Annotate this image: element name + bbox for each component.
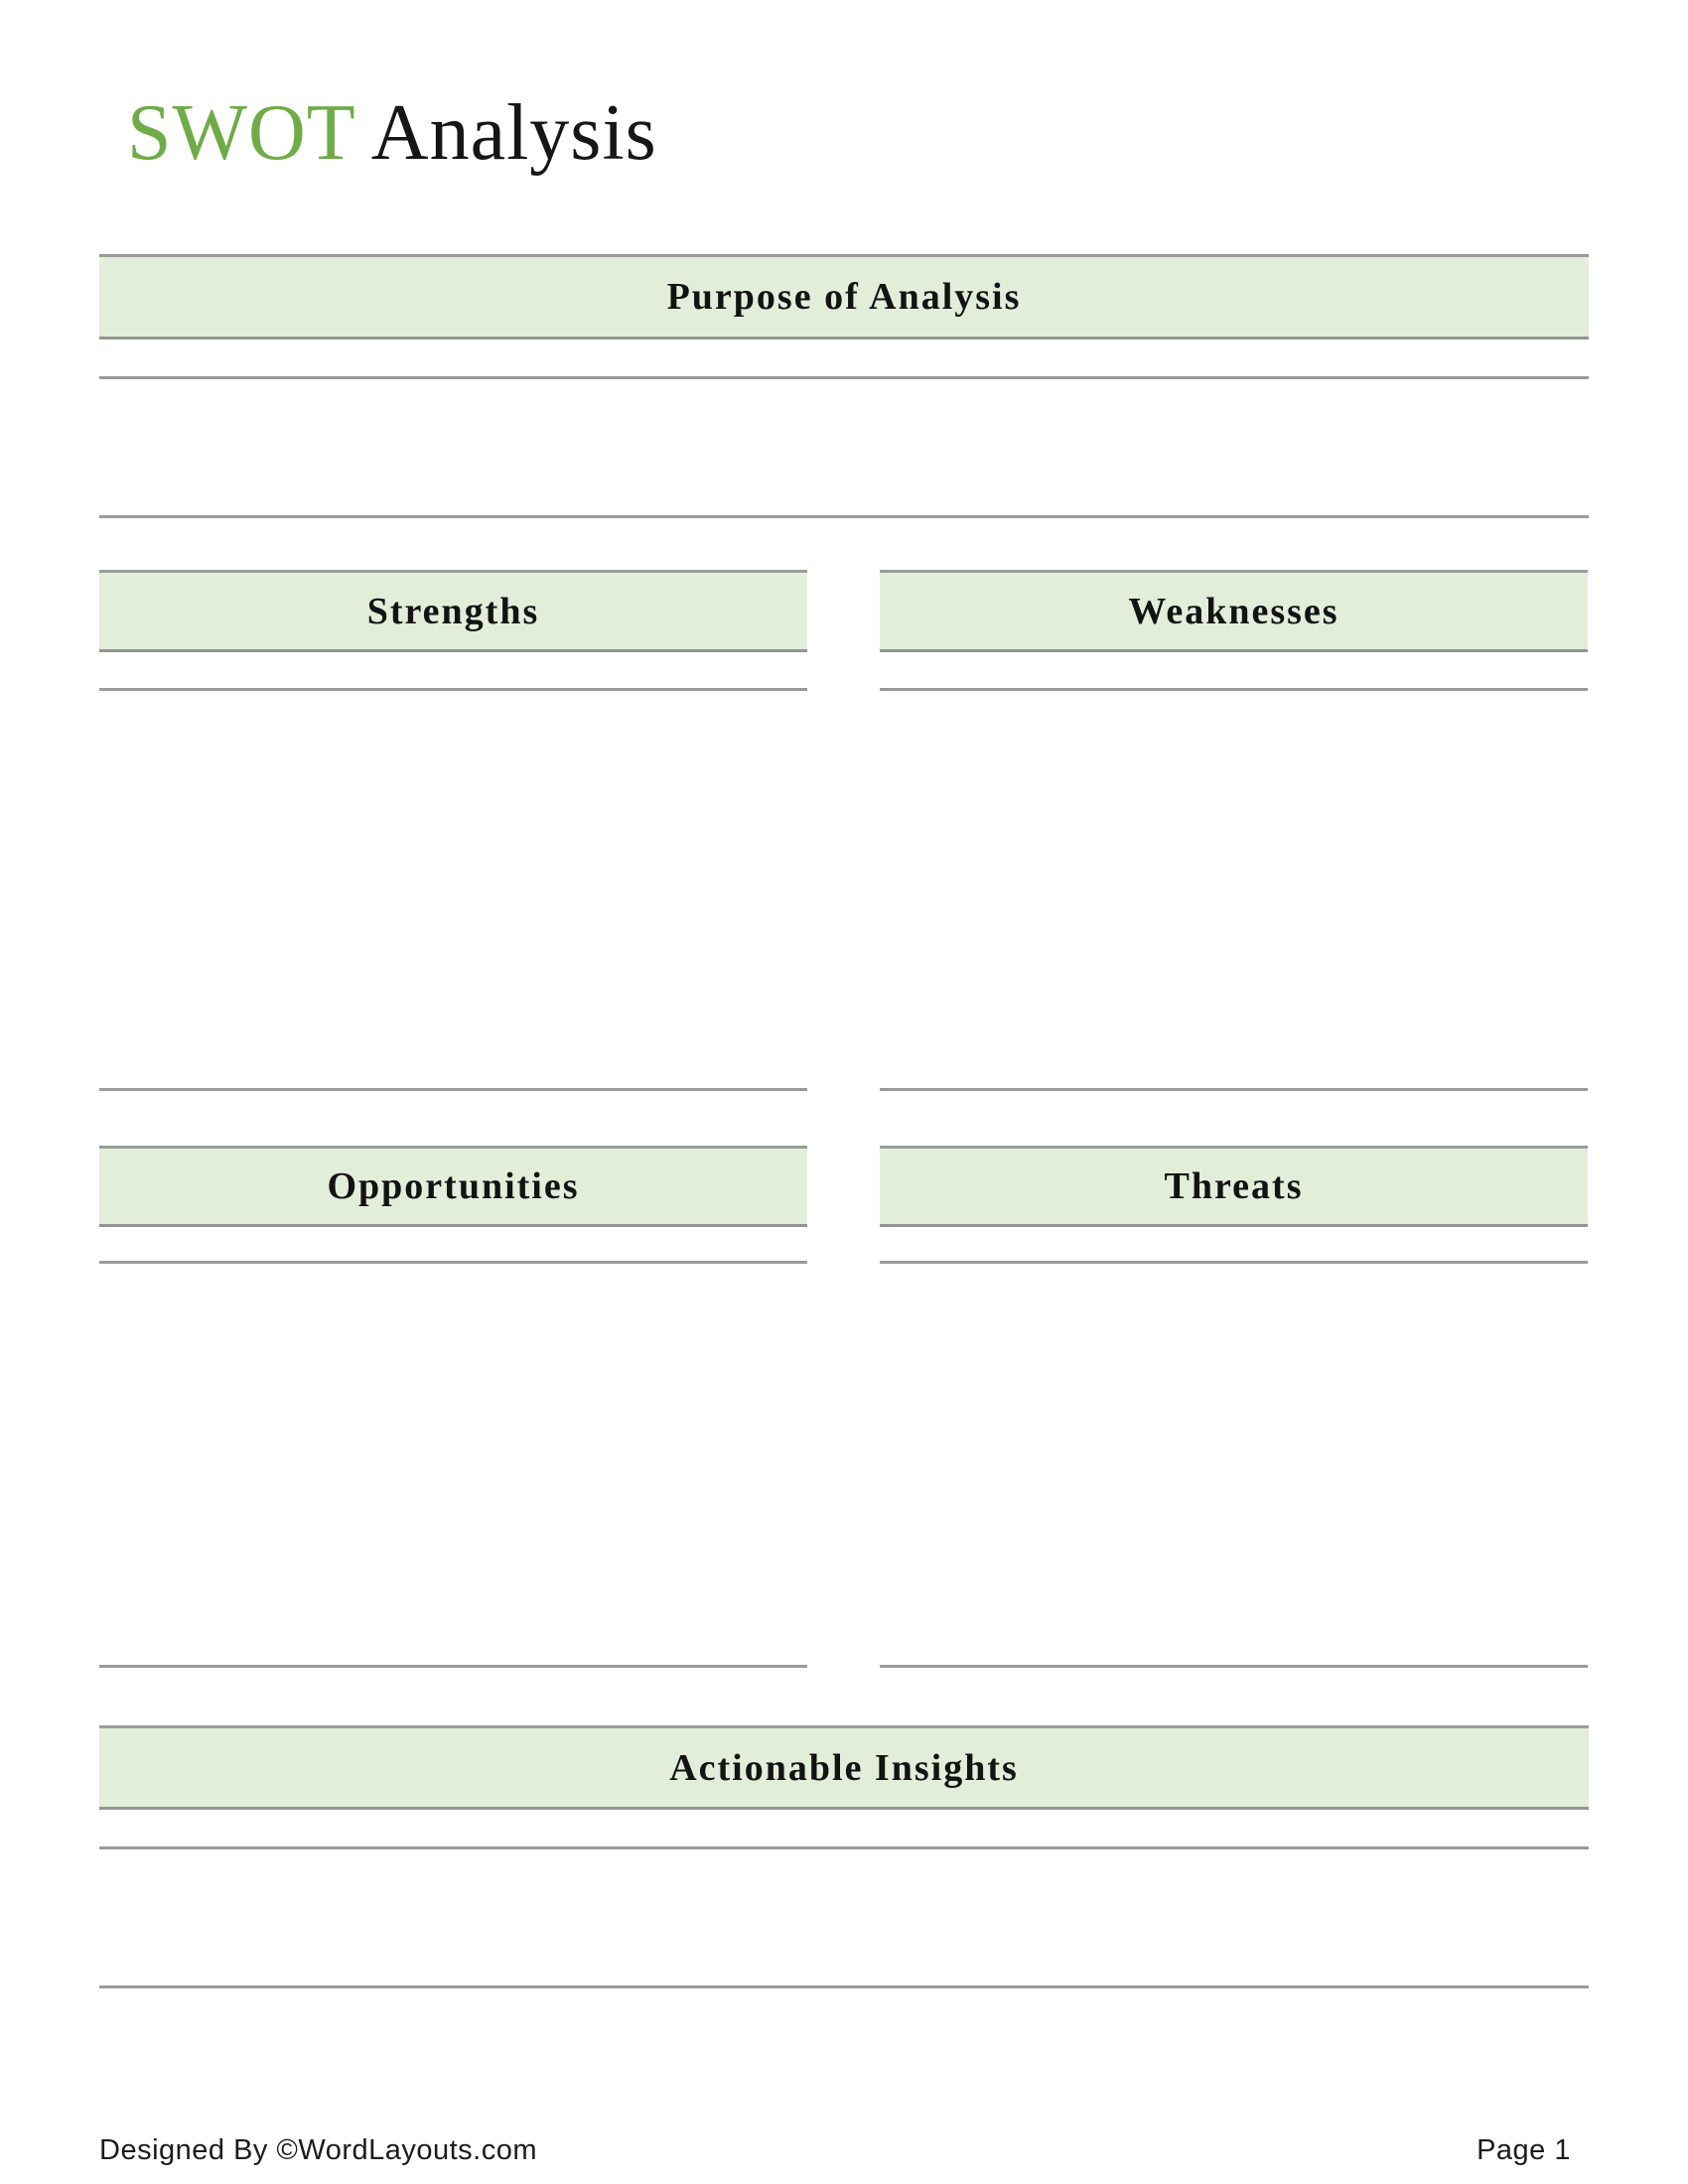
page-footer [99,2134,1571,2167]
insights-bottom-line [99,1985,1589,1988]
purpose-header-band [99,254,1589,340]
footer-credit: Designed By ©WordLayouts.com [99,2134,538,2166]
footer-page-number: Page 1 [1477,2134,1571,2166]
opportunities-header-band [99,1146,807,1227]
weaknesses-bottom-line [880,1088,1588,1091]
threats-header-label: Threats [1164,1165,1304,1207]
strengths-header-label: Strengths [366,590,540,632]
insights-header-label: Actionable Insights [669,1746,1019,1789]
weaknesses-header-band [880,570,1588,652]
title-swot: SWOT [127,89,355,177]
insights-text-area[interactable] [99,1849,1589,1982]
opportunities-bottom-line [99,1665,807,1668]
insights-header-band [99,1725,1589,1810]
weaknesses-text-area[interactable] [880,691,1588,1086]
opportunities-text-area[interactable] [99,1264,807,1663]
purpose-text-area[interactable] [99,379,1589,512]
purpose-bottom-line [99,515,1589,518]
threats-bottom-line [880,1665,1588,1668]
threats-text-area[interactable] [880,1264,1588,1663]
title-analysis: Analysis [370,89,657,177]
threats-header-band [880,1146,1588,1227]
purpose-header-label: Purpose of Analysis [666,276,1022,318]
opportunities-header-label: Opportunities [327,1165,580,1207]
strengths-header-band [99,570,807,652]
page-title [127,91,657,175]
strengths-bottom-line [99,1088,807,1091]
weaknesses-header-label: Weaknesses [1128,590,1339,632]
strengths-text-area[interactable] [99,691,807,1086]
